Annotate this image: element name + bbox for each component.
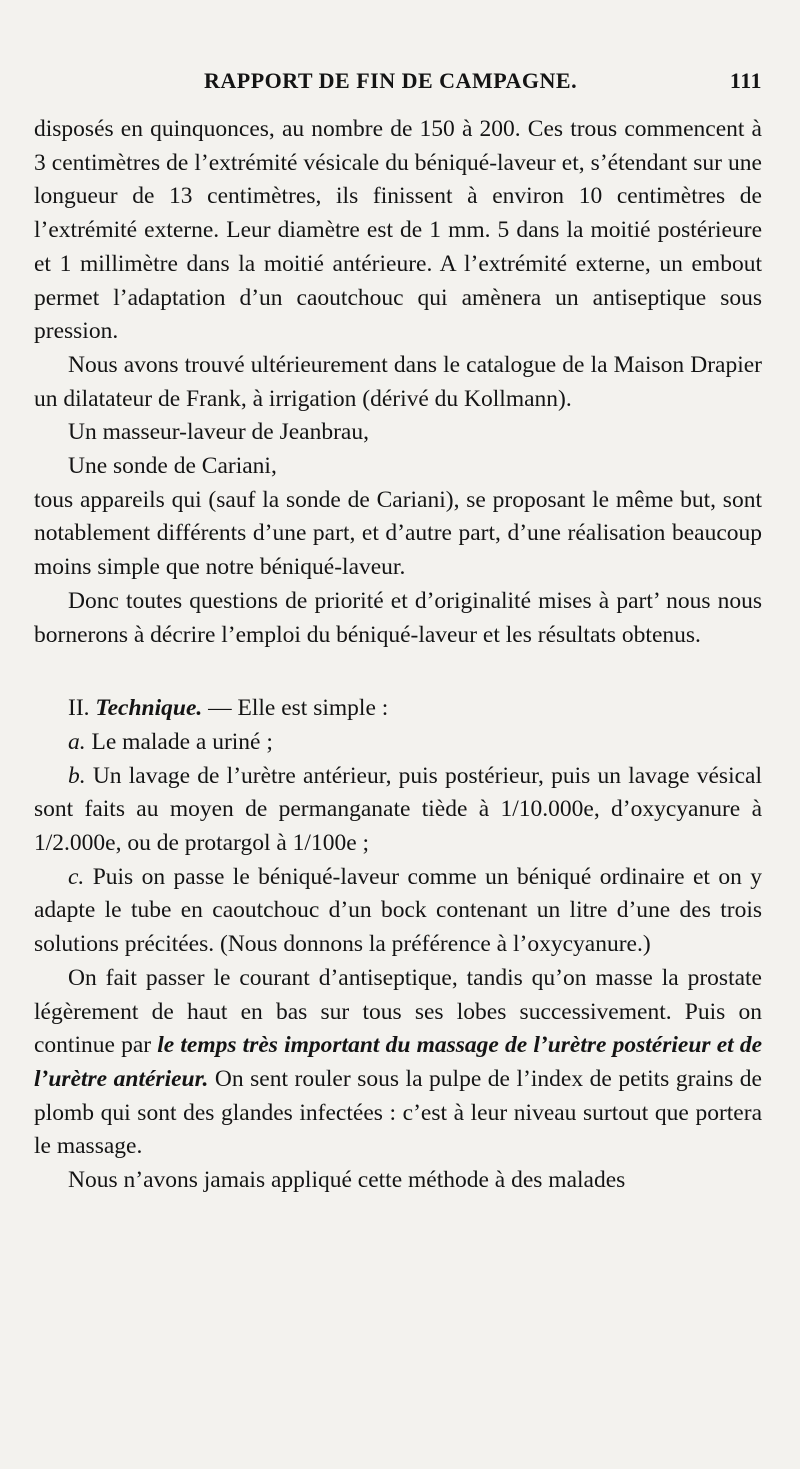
massage-text-start: On fait passer le courant d’antiseptique, tandis qu’on masse la prostate légèrement de haut en bas sur tous ses lobes successivement. Puis on continue par xyxy=(34,964,762,1059)
step-c-text: Puis on passe le béniqué-laveur comme un béniqué ordinaire et on y adapte le tube en caoutchouc d’un bock contenant un litre d’une des trois solutions précitées. (Nous donnons la préférence à l’oxycyanure.) xyxy=(34,863,762,958)
step-b xyxy=(34,760,762,861)
running-head xyxy=(34,68,762,108)
paragraph-comparison: tous appareils qui (sauf la sonde de Cariani), se proposant le même but, sont notablement différents d’une part, et d’autre part, d’une réalisation beaucoup moins simple que notre béniqué-laveur. xyxy=(34,486,762,581)
section-intro: — Elle est simple : xyxy=(202,695,389,722)
massage-emphasis: le temps très important du massage de l’urètre postérieur et de l’urètre antérieur. xyxy=(34,1032,762,1092)
page-number: 111 xyxy=(729,68,762,93)
paragraph-holes-description: disposés en quinquonces, au nombre de 150 à 200. Ces trous commencent à 3 centimètres de l’extrémité vésicale du béniqué-laveur et, s’étendant sur une longueur de 13 centimètres, ils finissent à environ 10 centimètres de l’extrémité externe. Leur diamètre est de 1 mm. 5 dans la moitié postérieure et 1 millimètre dans la moitié antérieure. A l’extrémité externe, un embout permet l’adaptation d’un caoutchouc qui amènera un antiseptique sous pression. xyxy=(34,116,762,345)
paragraph-priority: Donc toutes questions de priorité et d’originalité mises à part’ nous nous bornerons à décrire l’emploi du béniqué-laveur et les résultats obtenus. xyxy=(34,587,762,648)
paragraph-massage xyxy=(34,962,762,1164)
step-b-text: Un lavage de l’urètre antérieur, puis postérieur, puis un lavage vésical sont faits au moyen de permanganate tiède à 1/10.000e, d’oxycyanure à 1/2.000e, ou de protargol à 1/100e ; xyxy=(34,762,762,857)
step-a-letter: a. xyxy=(68,728,86,755)
body-text xyxy=(34,113,762,1198)
section-gap xyxy=(34,652,762,692)
paragraph-drapier-catalogue: Nous avons trouvé ultérieurement dans le catalogue de la Maison Drapier un dilatateur de Frank, à irrigation (dérivé du Kollmann). xyxy=(34,351,762,412)
section-title: Technique. xyxy=(95,695,203,722)
step-a xyxy=(34,726,762,760)
massage-text-end: On sent rouler sous la pulpe de l’index de petits grains de plomb qui sont des glandes infectées : c’est à leur niveau surtout que portera le massage. xyxy=(34,1065,762,1160)
paragraph-jeanbrau: Un masseur-laveur de Jeanbrau, xyxy=(68,419,369,446)
running-title: RAPPORT DE FIN DE CAMPAGNE. xyxy=(204,68,578,93)
step-b-letter: b. xyxy=(68,762,86,789)
step-c xyxy=(34,861,762,962)
step-c-letter: c. xyxy=(68,863,85,890)
paragraph-final-line: Nous n’avons jamais appliqué cette méthode à des malades xyxy=(68,1167,626,1194)
section-number: II. xyxy=(68,695,90,722)
paragraph-cariani: Une sonde de Cariani, xyxy=(68,453,277,480)
step-a-text: Le malade a uriné ; xyxy=(85,728,273,755)
section-heading-technique xyxy=(34,692,762,726)
